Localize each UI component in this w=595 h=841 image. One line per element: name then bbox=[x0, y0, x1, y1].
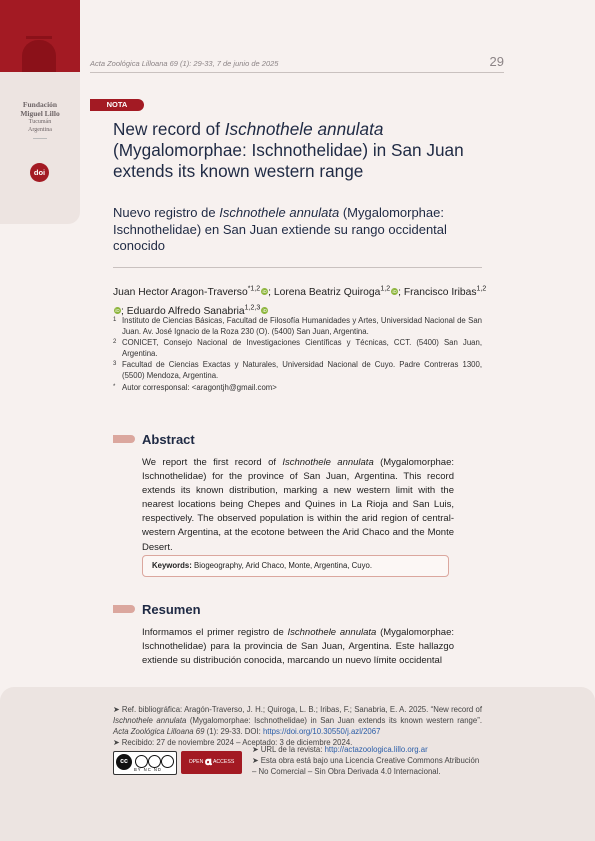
resumen-heading-text: Resumen bbox=[142, 602, 201, 617]
header-divider bbox=[90, 72, 504, 73]
open-access-text-2: ACCESS bbox=[212, 759, 235, 765]
open-lock-icon: 𝛂 bbox=[204, 756, 212, 768]
section-marker bbox=[113, 605, 135, 613]
affiliation-item bbox=[113, 382, 482, 393]
resumen-post: (Mygalomorphae: Ischnothelidae) para la provincia de San Juan, Argentina. Este hallazgo extiende su distribución conocida, marcando un nuevo límite occidental bbox=[142, 627, 454, 667]
title-spanish bbox=[113, 205, 493, 255]
author-affil: 1,2,3 bbox=[244, 304, 261, 312]
page-number: 29 bbox=[489, 54, 504, 69]
citation-species: Ischnothele annulata bbox=[113, 716, 187, 725]
foundation-logo bbox=[0, 0, 80, 72]
foundation-divider bbox=[33, 138, 47, 139]
author-name: Eduardo Alfredo Sanabria bbox=[126, 305, 245, 317]
open-access-badge[interactable] bbox=[181, 751, 242, 774]
author-separator: ; bbox=[398, 287, 404, 299]
arrow-icon: ➤ bbox=[252, 745, 259, 754]
article-type-badge: NOTA bbox=[90, 99, 144, 111]
orcid-icon[interactable]: iD bbox=[115, 307, 120, 313]
affiliation-text: Facultad de Ciencias Exactas y Naturales, Universidad Nacional de Cuyo. Padre Contreras 1300, (5500) Mendoza, Argentina. bbox=[122, 360, 482, 381]
author-affil: *1,2 bbox=[247, 286, 261, 293]
author-affil: 1,2 bbox=[380, 286, 391, 293]
affiliation-list bbox=[113, 315, 482, 393]
title-es-pre: Nuevo registro de bbox=[113, 205, 220, 220]
abstract-pre: We report the first record of bbox=[142, 457, 283, 468]
journal-url-line bbox=[252, 744, 482, 755]
doi-icon[interactable]: doi bbox=[30, 163, 49, 182]
nd-icon bbox=[161, 755, 174, 768]
abstract-post: (Mygalomorphae: Ischnothelidae) for the province of San Juan, Argentina. This record extends its known distribution, marking a new western limit with the nearest locations being Chepes and Quines in La Rioja and San Luis, respectively. The observed population is within the arid region of central-western Argentina, at the ecotone between the Arid Chaco and the Monte Desert. bbox=[142, 457, 455, 553]
citation-mid: (Mygalomorphae: Ischnothelidae) in San Juan extends its known western range”. bbox=[186, 716, 482, 725]
citation-post: (1): 29-33. DOI: bbox=[204, 727, 263, 736]
affiliation-item bbox=[113, 315, 482, 337]
resumen-species: Ischnothele annulata bbox=[287, 627, 377, 638]
cc-icon: cc bbox=[116, 754, 132, 770]
citation bbox=[113, 704, 482, 737]
affiliation-number: 2 bbox=[113, 339, 117, 346]
author-separator: ; bbox=[121, 305, 127, 317]
title-en-post: (Mygalomorphae: Ischnothelidae) in San Juan extends its known western range bbox=[113, 140, 464, 181]
title-es-post: (Mygalomorphae: Ischnothelidae) en San Juan extiende su rango occidental conocido bbox=[113, 205, 447, 253]
title-divider bbox=[113, 267, 482, 268]
abstract-heading bbox=[113, 432, 195, 447]
affiliation-number: 3 bbox=[113, 361, 117, 368]
abstract-species: Ischnothele annulata bbox=[282, 457, 374, 468]
title-es-species: Ischnothele annulata bbox=[219, 205, 340, 220]
affiliation-text: Instituto de Ciencias Básicas, Facultad de Filosofía Humanidades y Artes, Universidad Nacional de San Juan. Av. José Ignacio de la Roza 230 (O). (5400) San Juan, Argentina. bbox=[122, 316, 482, 337]
author-name: Juan Hector Aragon-Traverso bbox=[113, 287, 248, 299]
open-access-text-1: OPEN bbox=[188, 759, 204, 765]
resumen-body bbox=[142, 626, 454, 668]
license-text: Esta obra está bajo una Licencia Creative Commons Atribución – No Comercial – Sin Obra Derivada 4.0 Internacional. bbox=[252, 756, 480, 776]
title-en-species: Ischnothele annulata bbox=[224, 119, 384, 139]
citation-journal: Acta Zoológica Lilloana 69 bbox=[113, 727, 205, 736]
abstract-heading-text: Abstract bbox=[142, 432, 195, 447]
orcid-icon[interactable]: iD bbox=[262, 289, 267, 295]
orcid-icon[interactable]: iD bbox=[392, 289, 397, 295]
arrow-icon: ➤ bbox=[113, 738, 120, 747]
author-name: Lorena Beatriz Quiroga bbox=[273, 287, 381, 299]
citation-pre: Ref. bibliográfica: Aragón-Traverso, J. H.; Quiroga, L. B.; Iribas, F.; Sanabria, E. A. 2025. “New record of bbox=[121, 705, 482, 714]
keywords-box bbox=[142, 555, 449, 577]
author-name: Francisco Iribas bbox=[403, 287, 477, 299]
author-affil: 1,2 bbox=[476, 286, 487, 293]
keywords-label: Keywords: bbox=[152, 561, 192, 570]
foundation-city: Tucumán bbox=[28, 119, 52, 125]
resumen-heading bbox=[113, 602, 201, 617]
author bbox=[274, 287, 404, 298]
author-list bbox=[113, 282, 493, 319]
affiliation-number: * bbox=[113, 383, 116, 390]
arrow-icon: ➤ bbox=[113, 705, 120, 714]
foundation-name bbox=[0, 100, 80, 139]
resumen-pre: Informamos el primer registro de bbox=[142, 627, 288, 638]
affiliation-text: CONICET, Consejo Nacional de Investigaciones Científicas y Técnicas, CCT. (5400) San Juan, Argentina. bbox=[122, 338, 482, 359]
foundation-line2: Miguel Lillo bbox=[20, 109, 60, 118]
affiliation-number: 1 bbox=[113, 317, 117, 323]
cc-by-nc-nd-badge[interactable] bbox=[113, 751, 177, 775]
affiliation-item bbox=[113, 337, 482, 359]
author bbox=[113, 287, 274, 298]
foundation-line1: Fundación bbox=[22, 100, 58, 109]
owl-icon bbox=[22, 40, 56, 72]
sidebar bbox=[0, 0, 80, 224]
license-info bbox=[252, 744, 482, 777]
journal-citation: Acta Zoológica Lilloana 69 (1): 29-33, 7 de junio de 2025 bbox=[90, 59, 279, 68]
journal-url-link[interactable]: http://actazoologica.lillo.org.ar bbox=[324, 745, 428, 754]
doi-link[interactable]: https://doi.org/10.30550/j.azl/2067 bbox=[262, 727, 381, 736]
license-line bbox=[252, 755, 482, 777]
journal-url-label: URL de la revista: bbox=[260, 745, 325, 754]
section-marker bbox=[113, 435, 135, 443]
foundation-country: Argentina bbox=[28, 127, 52, 133]
received-accepted-dates: Recibido: 27 de noviembre 2024 – Aceptado: 3 de diciembre 2024. bbox=[121, 738, 353, 747]
title-english bbox=[113, 119, 493, 182]
keywords-text: Biogeography, Arid Chaco, Monte, Argentina, Cuyo. bbox=[194, 561, 373, 570]
license-row bbox=[113, 745, 482, 780]
title-en-pre: New record of bbox=[113, 119, 225, 139]
reference-block bbox=[113, 704, 482, 748]
orcid-icon[interactable]: iD bbox=[262, 307, 267, 313]
author-separator: ; bbox=[268, 287, 274, 299]
affiliation-item bbox=[113, 359, 482, 381]
cc-terms-label: BY NC ND bbox=[134, 767, 162, 772]
corresponding-author-email[interactable]: Autor corresponsal: <aragontjh@gmail.com> bbox=[122, 382, 277, 392]
abstract-body bbox=[142, 456, 454, 555]
arrow-icon: ➤ bbox=[252, 756, 259, 765]
